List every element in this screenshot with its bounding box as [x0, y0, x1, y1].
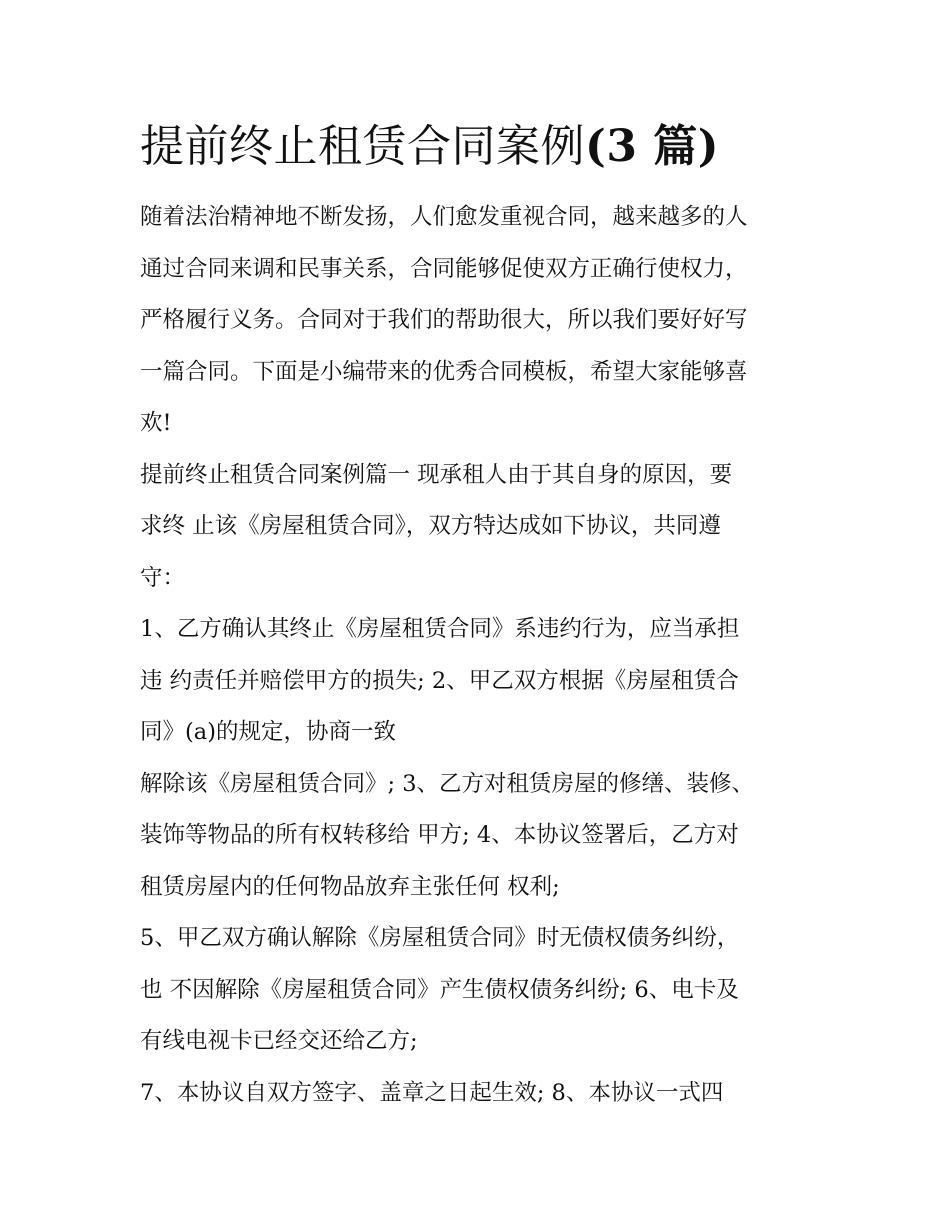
- clause-paragraph: [140, 913, 820, 1068]
- text-line: 装饰等物品的所有权转移给 甲方; 4、本协议签署后，乙方对: [140, 822, 739, 848]
- text-line: 严格履行义务。合同对于我们的帮助很大，所以我们要好好写: [140, 307, 748, 333]
- case-one-paragraph: [140, 450, 820, 605]
- text-line: 随着法治精神地不断发扬，人们愈发重视合同，越来越多的人: [140, 204, 748, 230]
- text-line: 违 约责任并赔偿甲方的损失; 2、甲乙双方根据《房屋租赁合: [140, 667, 739, 694]
- text-line: 一篇合同。下面是小编带来的优秀合同模板，希望大家能够喜: [140, 358, 748, 385]
- text-line: 守：: [140, 564, 186, 591]
- text-line: 租赁房屋内的任何物品放弃主张任何 权利;: [140, 873, 560, 900]
- text-line: 提前终止租赁合同案例篇一 现承租人由于其自身的原因，要: [140, 461, 733, 488]
- document-title-main: 提前终止租赁合同案例: [140, 121, 585, 172]
- text-line: 欢!: [140, 410, 172, 436]
- text-line: 7、本协议自双方签字、盖章之日起生效; 8、本协议一式四: [140, 1079, 724, 1106]
- text-line: 同》(a)的规定，协商一致: [140, 719, 396, 745]
- text-line: 解除该《房屋租赁合同》; 3、乙方对租赁房屋的修缮、装修、: [140, 770, 755, 797]
- clause-paragraph: [140, 1068, 820, 1120]
- text-line: 求终 止该《房屋租赁合同》，双方特达成如下协议，共同遵: [140, 513, 721, 539]
- clause-paragraph: [140, 604, 820, 759]
- document-title-suffix: (3 篇): [585, 121, 720, 172]
- text-line: 5、甲乙双方确认解除《房屋租赁合同》时无债权债务纠纷，: [140, 925, 740, 951]
- text-line: 通过合同来调和民事关系，合同能够促使双方正确行使权力，: [140, 255, 748, 282]
- clause-paragraph: [140, 759, 820, 914]
- document-title: [140, 118, 820, 176]
- text-line: 1、乙方确认其终止《房屋租赁合同》系违约行为，应当承担: [140, 616, 740, 642]
- text-line: 有线电视卡已经交还给乙方;: [140, 1028, 418, 1054]
- intro-paragraph: [140, 192, 820, 450]
- text-line: 也 不因解除《房屋租赁合同》产生债权债务纠纷; 6、电卡及: [140, 976, 739, 1003]
- document-body: [140, 118, 820, 1119]
